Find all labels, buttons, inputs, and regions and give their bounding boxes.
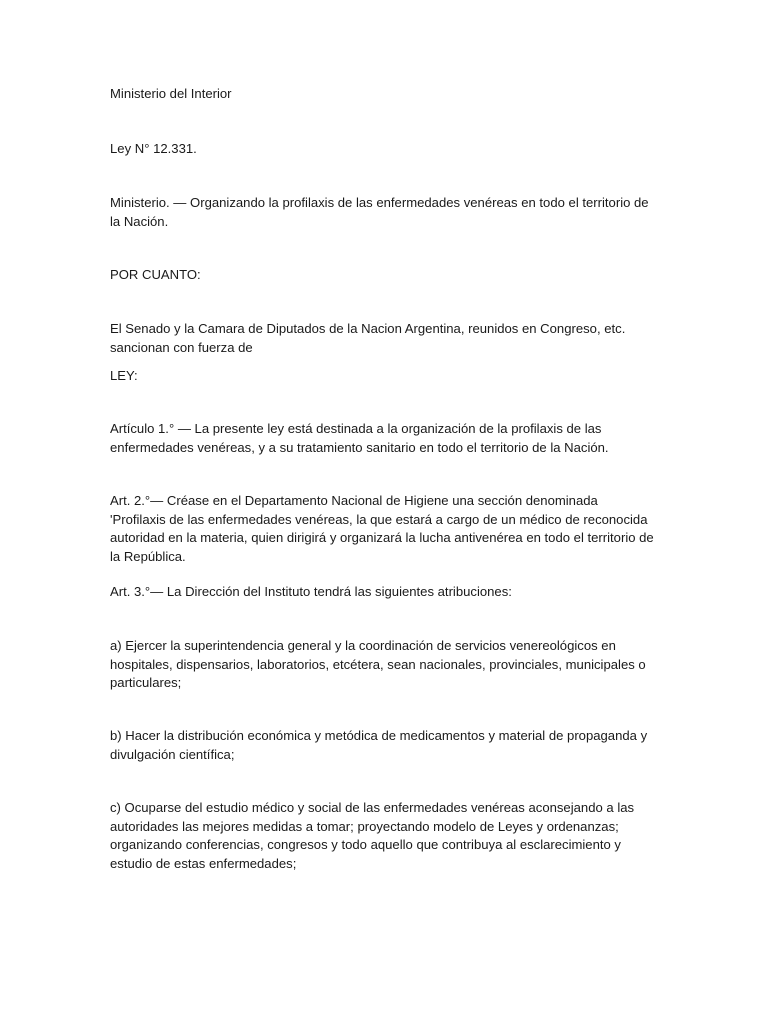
- article-3-item-b: b) Hacer la distribución económica y metódica de medicamentos y material de propaganda y divulgación científica;: [110, 728, 648, 762]
- enactment-clause: El Senado y la Camara de Diputados de la Nacion Argentina, reunidos en Congreso, etc. sancionan con fuerza de: [110, 321, 626, 355]
- article-1: Artículo 1.° — La presente ley está destinada a la organización de la profilaxis de las enfermedades venéreas, y a su tratamiento sanitario en todo el territorio de la Nación.: [110, 421, 609, 455]
- por-cuanto: POR CUANTO:: [110, 267, 201, 282]
- law-number: Ley N° 12.331.: [110, 141, 197, 156]
- article-2: Art. 2.°— Créase en el Departamento Nacional de Higiene una sección denominada 'Profilaxis de las enfermedades venéreas, la que estará a cargo de un médico de reconocida autoridad en la materia, quien dirigirá y organizará la lucha antivenérea en todo el territorio de la República.: [110, 493, 654, 565]
- law-summary: Ministerio. — Organizando la profilaxis de las enfermedades venéreas en todo el territorio de la Nación.: [110, 195, 649, 229]
- article-3-item-a: a) Ejercer la superintendencia general y la coordinación de servicios venereológicos en hospitales, dispensarios, laboratorios, etcétera, sean nacionales, provinciales, municipales o particulares;: [110, 638, 646, 691]
- ministry-heading: Ministerio del Interior: [110, 86, 232, 101]
- ley-heading: LEY:: [110, 368, 138, 383]
- article-3-item-c: c) Ocuparse del estudio médico y social de las enfermedades venéreas aconsejando a las autoridades las mejores medidas a tomar; proyectando modelo de Leyes y ordenanzas; organizando conferencias, congresos y todo aquello que contribuya al esclarecimiento y estudio de estas enfermedades;: [110, 800, 635, 872]
- article-3: Art. 3.°— La Dirección del Instituto tendrá las siguientes atribuciones:: [110, 584, 512, 599]
